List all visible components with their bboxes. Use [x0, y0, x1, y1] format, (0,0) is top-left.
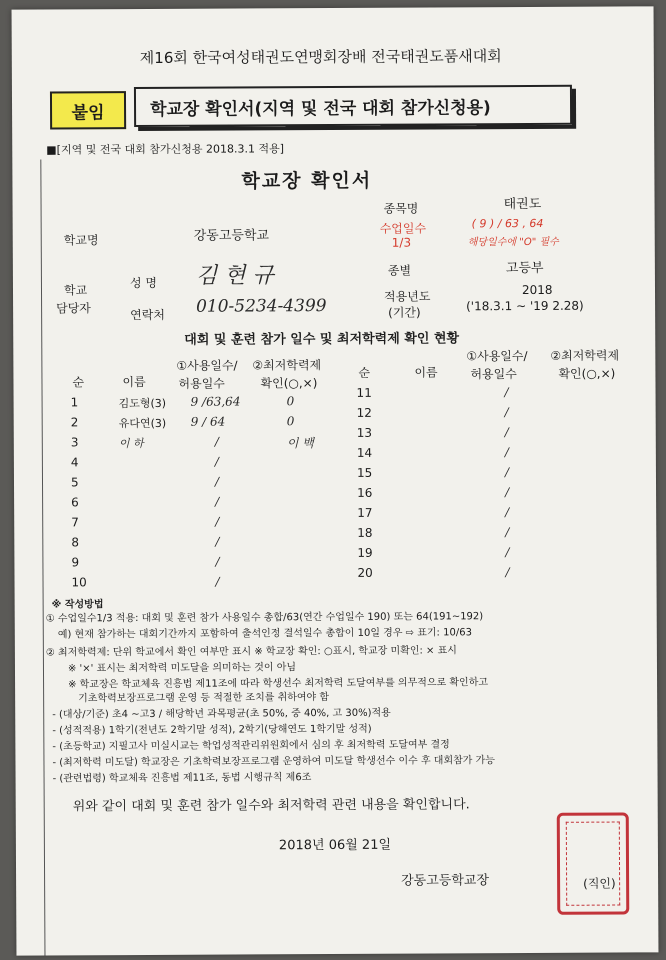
row-number: 3 [70, 435, 79, 450]
participant-name: 이 하 [118, 437, 144, 451]
row-number: 14 [356, 445, 373, 460]
instruction-line: - (초등학교) 지필고사 미실시교는 학업성적관리위원회에서 심의 후 최저학력 도달여부 결정 [52, 739, 450, 753]
instruction-line: ① 수업일수1/3 적용: 대회 및 훈련 참가 사용일수 총합/63(연간 수업일수 190) 또는 64(191~192) [45, 611, 484, 625]
instruction-line: - (최저학력 미도달) 학교장은 기초학력보장프로그램 운영하여 미도달 학생선수 이수 후 대회참가 가능 [52, 755, 495, 769]
contact-label: 연락처 [130, 307, 165, 323]
school-value: 강동고등학교 [193, 228, 270, 244]
seal-label: (직인) [583, 876, 616, 891]
days-used: / [505, 565, 510, 580]
row-number: 19 [357, 545, 373, 560]
document-date: 2018년 06월 21일 [278, 837, 392, 854]
row-number: 8 [71, 535, 79, 550]
name-label: 성 명 [129, 275, 157, 291]
attendance-label: 수업일수 [379, 221, 427, 236]
period-value: ('18.3.1 ~ '19 2.28) [466, 298, 584, 314]
row-number: 6 [71, 495, 79, 510]
days-used: / [504, 445, 509, 460]
col-name-left: 이름 [122, 374, 146, 390]
year-label: 적용년도 [383, 289, 431, 304]
row-number: 1 [70, 395, 79, 410]
participant-name: 김도형(3) [118, 396, 167, 411]
days-used: / [504, 425, 509, 440]
attendance-value: ( 9 ) / 63 , 64 [471, 216, 544, 231]
days-used: / [505, 525, 510, 540]
row-number: 15 [356, 465, 373, 480]
row-number: 12 [356, 405, 372, 420]
handwritten-name: 김 현 규 [195, 263, 274, 289]
instruction-line: ※ 학교장은 학교체육 진흥법 제11조에 따라 학생선수 최저학력 도달여부를 의무적으로 확인하고 [68, 677, 489, 691]
row-number: 5 [70, 475, 79, 490]
min-academic-check: 0 [286, 394, 295, 409]
document-heading: 학교장 확인서(지역 및 전국 대회 참가신청용) [134, 85, 572, 127]
days-used: / [504, 465, 510, 480]
days-used: / [214, 454, 219, 469]
year-value: 2018 [521, 282, 553, 298]
days-used: / [505, 485, 510, 500]
instruction-line: - (성적적용) 1학기(전년도 2학기말 성적), 2학기(당해연도 1학기말 성적) [52, 723, 372, 737]
school-label: 학교명 [63, 233, 99, 248]
col-no-left: 순 [72, 375, 85, 390]
attendance-hint: 해당일수에 "O" 필수 [467, 236, 559, 249]
row-number: 4 [70, 455, 79, 470]
days-used: 9 /63,64 [190, 394, 241, 409]
col-no-right: 순 [358, 365, 371, 380]
col-days-right: ①사용일수/ [466, 348, 528, 364]
days-used: / [215, 554, 220, 569]
handwritten-contact: 010-5234-4399 [196, 296, 327, 317]
instruction-line: 기초학력보장프로그램 운영 등 적절한 조치를 취하여야 함 [78, 692, 330, 705]
event-label: 종목명 [383, 201, 419, 216]
col-days-right-2: 허용일수 [470, 367, 517, 382]
event-title: 제16회 한국여성태권도연맹회장배 전국태권도품새대회 [139, 47, 502, 68]
attachment-label: 붙임 [50, 91, 126, 129]
instructions-heading: ※ 작성방법 [51, 599, 104, 611]
col-min-right: ②최저학력제 [550, 348, 620, 363]
applicability-note: ■[지역 및 전국 대회 참가신청용 2018.3.1 적용] [46, 142, 284, 157]
col-days-left: ①사용일수/ [176, 358, 238, 373]
section-title: 대회 및 훈련 참가 일수 및 최저학력제 확인 현황 [184, 331, 460, 348]
document-page [12, 6, 659, 955]
attendance-fraction: 1/3 [391, 235, 412, 250]
days-used: / [215, 534, 220, 549]
row-number: 20 [357, 565, 373, 580]
category-label: 종별 [387, 263, 412, 278]
principal-title: 강동고등학교장 [401, 873, 490, 889]
days-used: / [215, 514, 220, 529]
col-days-left-2: 허용일수 [178, 376, 225, 391]
confirmation-form [40, 156, 635, 955]
min-academic-check: 0 [286, 414, 295, 429]
days-used: / [505, 505, 510, 520]
row-number: 16 [357, 485, 373, 500]
days-used: / [504, 405, 509, 420]
official-seal [557, 812, 630, 914]
days-used: 9 / 64 [190, 414, 226, 429]
row-number: 2 [70, 415, 79, 430]
row-number: 18 [357, 525, 373, 540]
instruction-line: - (관련법령) 학교체육 진흥법 제11조, 동법 시행규칙 제6조 [52, 772, 312, 785]
col-min-right-2: 확인(○,×) [558, 366, 616, 381]
participant-name: 유다연(3) [118, 416, 167, 431]
row-number: 17 [357, 505, 373, 520]
event-value: 태권도 [503, 196, 542, 213]
row-number: 13 [356, 425, 373, 440]
days-used: / [505, 545, 510, 560]
days-used: / [214, 474, 220, 489]
days-used: / [214, 434, 219, 449]
days-used: / [215, 494, 220, 509]
col-name-right: 이름 [414, 365, 438, 380]
instruction-line: 예) 현재 참가하는 대회기간까지 포함하여 출석인정 결석일수 총합이 10일 경우 ⇨ 표기: 10/63 [57, 627, 472, 641]
instruction-line: - (대상/기준) 초4 ~고3 / 해당학년 과목평균(초 50%, 중 40%, 고 30%)적용 [52, 707, 391, 721]
instruction-line: ② 최저학력제: 단위 학교에서 확인 여부만 표시 ※ 학교장 확인: ○표시, 학교장 미확인: × 표시 [45, 645, 457, 659]
teacher-label-2: 담당자 [56, 301, 91, 316]
row-number: 11 [356, 385, 372, 400]
confirmation-statement: 위와 같이 대회 및 훈련 참가 일수와 최저학력 관련 내용을 확인합니다. [72, 797, 470, 815]
col-min-left-2: 확인(○,×) [260, 376, 318, 391]
instruction-line: ※ '×' 표시는 최저학력 미도달을 의미하는 것이 아님 [67, 662, 297, 675]
row-number: 10 [71, 575, 87, 590]
teacher-label: 학교 [63, 283, 88, 298]
row-number: 9 [71, 555, 80, 570]
form-title: 학교장 확인서 [241, 169, 373, 193]
min-academic-check: 이 백 [286, 436, 314, 451]
row-number: 7 [71, 515, 79, 530]
days-used: / [215, 574, 220, 589]
category-value: 고등부 [505, 260, 544, 277]
days-used: / [504, 385, 509, 400]
period-label: (기간) [388, 305, 421, 320]
col-min-left: ②최저학력제 [252, 358, 322, 373]
